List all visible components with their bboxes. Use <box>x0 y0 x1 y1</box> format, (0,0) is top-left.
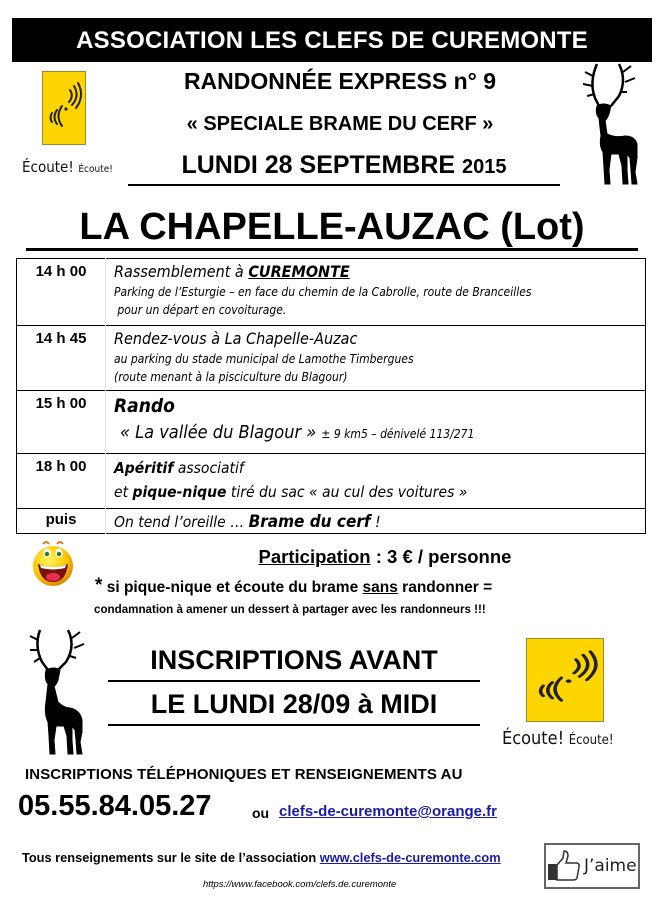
schedule-row <box>17 454 646 509</box>
schedule-detail <box>114 480 645 504</box>
smiley-icon <box>30 538 76 588</box>
schedule-time: 14 h 00 <box>17 259 106 326</box>
ecoute-logo <box>42 71 86 145</box>
schedule-description <box>106 391 646 454</box>
participation-note-detail: condamnation à amener un dessert à partager avec les randonneurs !!! <box>94 603 486 616</box>
picnic-pre: et <box>114 483 133 501</box>
location-title: LA CHAPELLE-AUZAC (Lot) <box>26 206 638 251</box>
sound-waves-icon <box>43 72 85 144</box>
brame-label: Brame du cerf <box>248 512 371 532</box>
deer-silhouette-icon <box>26 628 92 756</box>
hike-stats: ± 9 km5 – dénivelé 113/271 <box>321 427 475 441</box>
schedule-row <box>17 509 646 534</box>
thumbs-up-icon <box>546 848 582 884</box>
sound-waves-icon <box>527 639 603 721</box>
ecoute-logo-caption <box>22 157 113 176</box>
note-emphasis: sans <box>362 579 398 596</box>
schedule-time: 14 h 45 <box>17 326 106 391</box>
event-subtitle: « SPECIALE BRAME DU CERF » <box>186 113 494 135</box>
participation-value: : 3 € / personne <box>370 546 512 567</box>
schedule-detail: au parking du stade municipal de Lamothe Timbergues <box>114 352 414 366</box>
schedule-title <box>114 454 645 480</box>
registration-deadline-line2: LE LUNDI 28/09 à MIDI <box>108 686 480 726</box>
asterisk: * <box>95 575 103 596</box>
schedule-description <box>106 326 646 391</box>
schedule-title-emphasis: CUREMONTE <box>248 262 350 281</box>
footer-text <box>22 850 501 865</box>
listen-pre: On tend l’oreille … <box>114 513 249 531</box>
picnic-label: pique-nique <box>132 483 227 501</box>
schedule-detail: Parking de l’Esturgie – en face du chemin de la Cabrolle, route de Branceilles <box>114 285 532 299</box>
email-link[interactable]: clefs-de-curemonte@orange.fr <box>279 803 498 820</box>
event-title: RANDONNÉE EXPRESS n° 9 <box>183 68 497 94</box>
schedule-title: Rendez-vous à La Chapelle-Auzac <box>114 329 358 348</box>
schedule-description <box>106 509 646 534</box>
schedule-time: 18 h 00 <box>17 454 106 509</box>
schedule-time: 15 h 00 <box>17 391 106 454</box>
event-date-main: LUNDI 28 SEPTEMBRE <box>181 151 463 179</box>
schedule-title <box>114 509 645 533</box>
ecoute-text-small: Écoute! <box>568 733 614 748</box>
contact-or: ou <box>252 805 270 821</box>
footer-label: Tous renseignements sur le site de l’association <box>22 850 320 865</box>
schedule-description <box>106 259 646 326</box>
event-date <box>128 150 560 186</box>
hike-name: « La vallée du Blagour » <box>120 422 322 443</box>
note-text-post: randonner = <box>397 579 493 596</box>
deer-silhouette-icon <box>575 62 643 187</box>
schedule-description <box>106 454 646 509</box>
contact-title: INSCRIPTIONS TÉLÉPHONIQUES ET RENSEIGNEMENTS AU <box>25 766 463 783</box>
ecoute-text: Écoute! <box>502 728 565 749</box>
schedule-time: puis <box>17 509 106 534</box>
facebook-url[interactable]: https://www.facebook.com/clefs.de.curemonte <box>203 879 397 890</box>
participation-note <box>95 576 492 598</box>
schedule-detail: pour un départ en covoiturage. <box>114 303 287 317</box>
picnic-rest: tiré du sac « au cul des voitures » <box>226 483 468 501</box>
ecoute-logo <box>526 638 604 722</box>
ecoute-text: Écoute! <box>22 158 74 176</box>
schedule-row <box>17 259 646 326</box>
event-date-year: 2015 <box>462 156 507 178</box>
like-button[interactable] <box>544 843 640 889</box>
website-link[interactable]: www.clefs-de-curemonte.com <box>319 850 501 865</box>
like-label: J’aime <box>584 856 637 876</box>
schedule-detail <box>114 419 645 450</box>
schedule-table <box>16 258 646 534</box>
note-text-pre: si pique-nique et écoute du brame <box>102 579 363 596</box>
schedule-row <box>17 326 646 391</box>
registration-deadline <box>108 642 480 730</box>
schedule-title <box>114 259 645 283</box>
ecoute-text-small: Écoute! <box>78 164 113 175</box>
participation-label: Participation <box>258 546 371 567</box>
registration-deadline-line1: INSCRIPTIONS AVANT <box>108 642 480 682</box>
listen-post: ! <box>370 513 381 531</box>
schedule-detail: (route menant à la pisciculture du Blagour) <box>114 370 348 384</box>
ecoute-logo-caption <box>502 728 614 749</box>
association-banner: ASSOCIATION LES CLEFS DE CUREMONTE <box>12 18 652 62</box>
aperitif-label: Apéritif <box>114 459 174 477</box>
participation-fee <box>150 546 620 568</box>
schedule-title-text: Rassemblement à <box>114 262 249 281</box>
aperitif-rest: associatif <box>173 459 244 477</box>
schedule-title: Rando <box>114 395 175 417</box>
schedule-row <box>17 391 646 454</box>
phone-number[interactable]: 05.55.84.05.27 <box>18 790 212 822</box>
